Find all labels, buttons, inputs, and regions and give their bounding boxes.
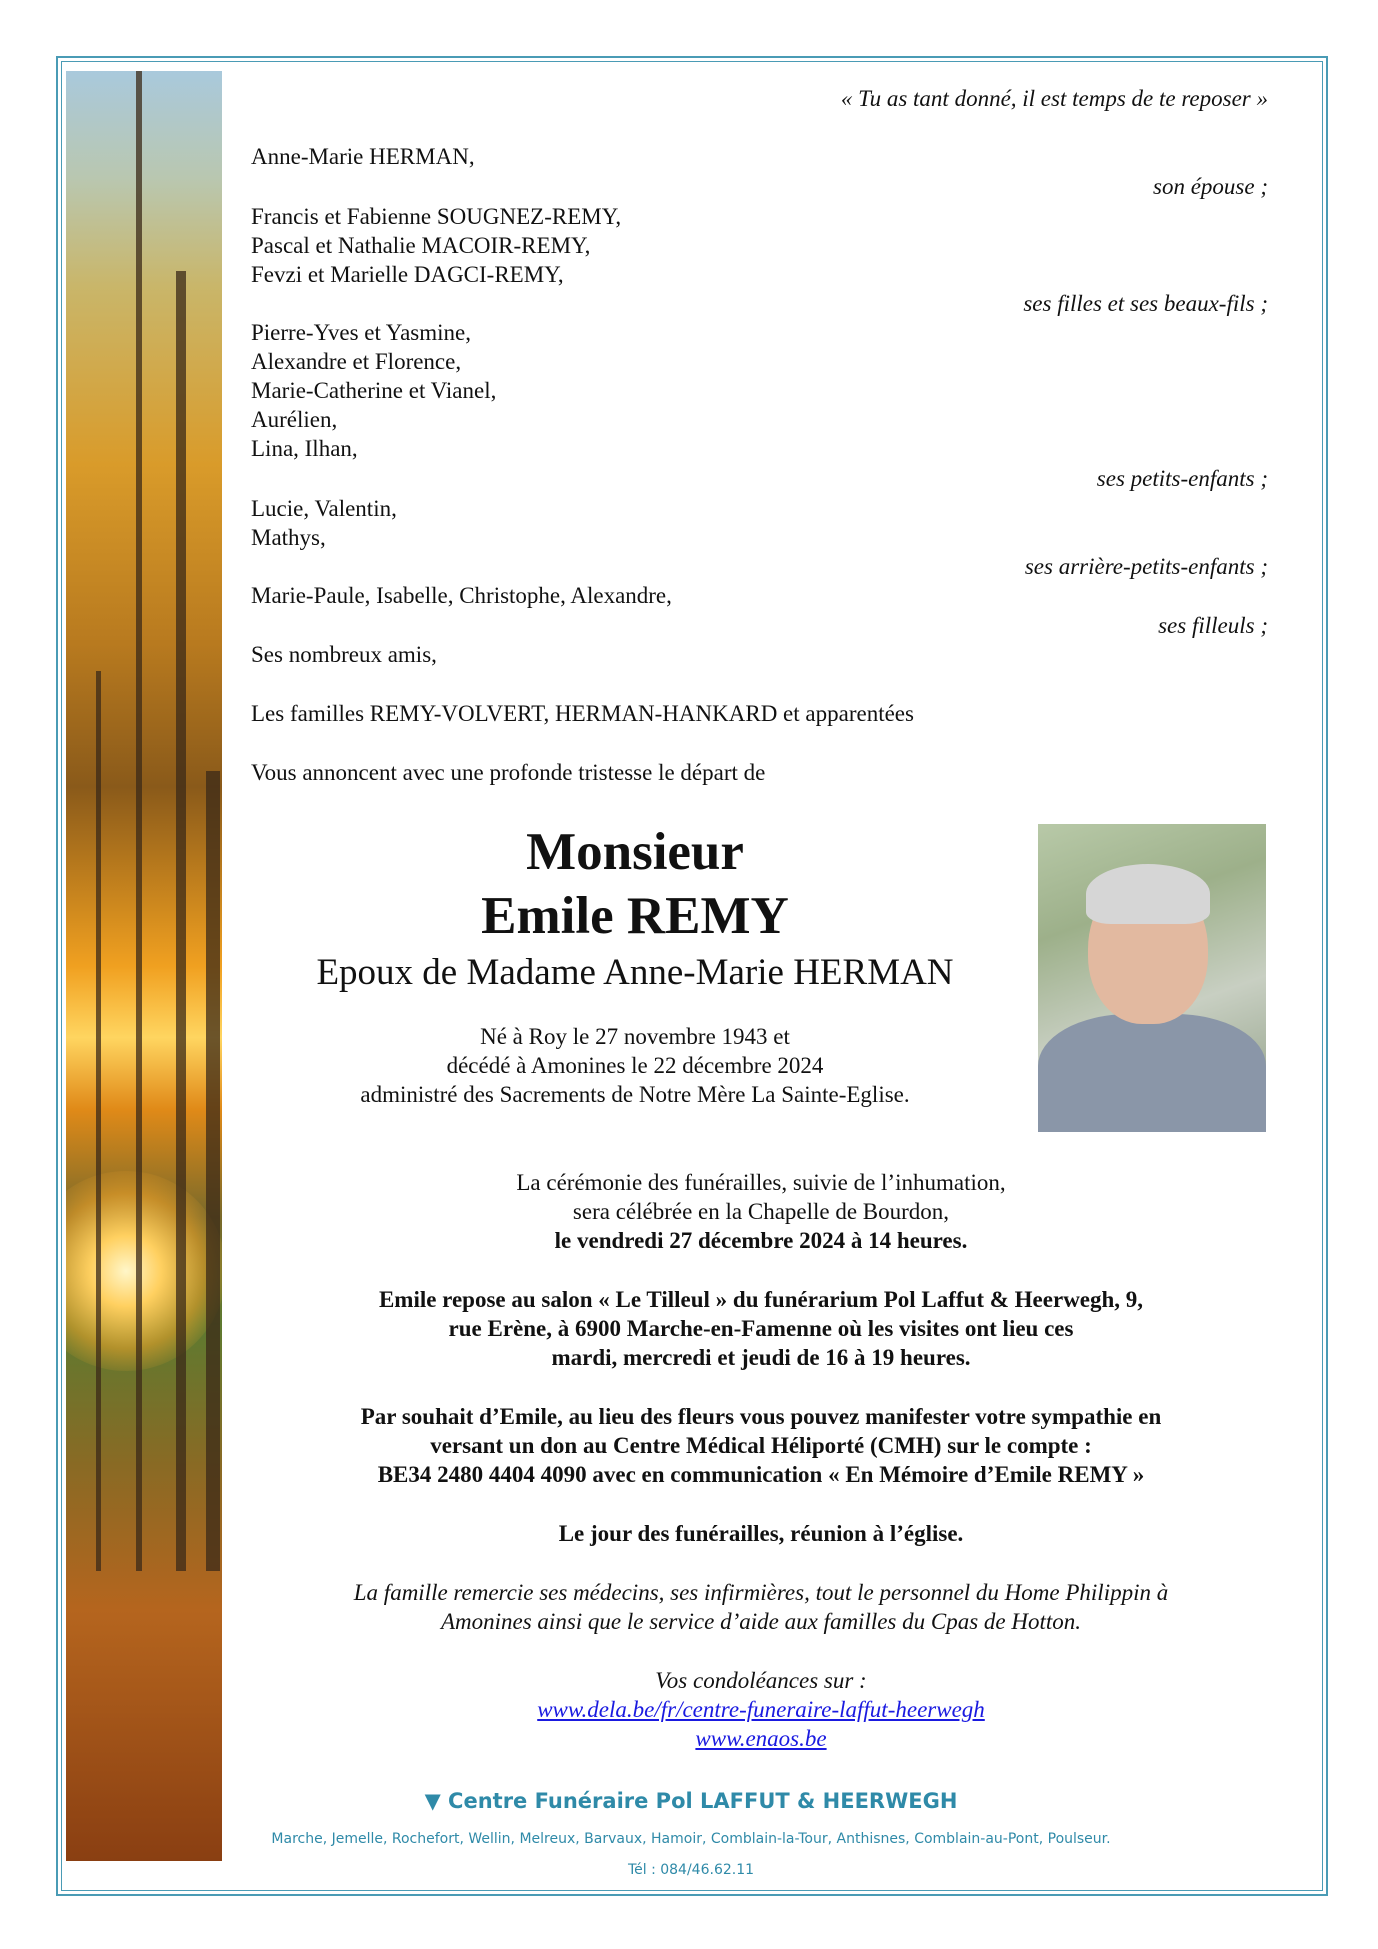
thanks-line: La famille remercie ses médecins, ses infirmières, tout le personnel du Home Philippin à (353, 1580, 1169, 1605)
birth-line: Né à Roy le 27 novembre 1943 et (480, 1024, 790, 1049)
child-name: Fevzi et Marielle DAGCI-REMY, (251, 262, 564, 287)
donation-line: Par souhait d’Emile, au lieu des fleurs vous pouvez manifester votre sympathie en (360, 1404, 1162, 1429)
child-name: Francis et Fabienne SOUGNEZ-REMY, (251, 204, 622, 229)
visits-line: Emile repose au salon « Le Tilleul » du funérarium Pol Laffut & Heerwegh, 9, (378, 1287, 1144, 1312)
photo-shirt (1038, 1014, 1266, 1132)
autumn-forest-image (66, 71, 222, 1861)
sun-glow (66, 1171, 222, 1371)
great-grandchildren-role: ses arrière-petits-enfants ; (1024, 554, 1268, 579)
godchildren-names: Marie-Paule, Isabelle, Christophe, Alexandre, (251, 583, 672, 608)
death-line: décédé à Amonines le 22 décembre 2024 (446, 1053, 824, 1078)
spouse-name: Anne-Marie HERMAN, (251, 144, 475, 169)
grandchild-name: Alexandre et Florence, (251, 349, 462, 374)
epigraph-quote: « Tu as tant donné, il est temps de te reposer » (840, 86, 1268, 111)
great-grandchild-name: Lucie, Valentin, (251, 496, 397, 521)
condolences-link-dela[interactable]: www.dela.be/fr/centre-funeraire-laffut-heerwegh (537, 1697, 985, 1722)
funeral-home-title (60, 1789, 1322, 1813)
great-grandchild-name: Mathys, (251, 525, 326, 550)
funeral-home-phone: Tél : 084/46.62.11 (627, 1862, 755, 1878)
tree-trunk (96, 671, 101, 1571)
condolences-label: Vos condoléances sur : (655, 1668, 867, 1693)
reunion-line: Le jour des funérailles, réunion à l’église. (558, 1521, 964, 1546)
grandchild-name: Aurélien, (251, 407, 338, 432)
announcement-line: Vous annoncent avec une profonde tristesse le départ de (251, 760, 766, 785)
funeral-home-name: Centre Funéraire Pol LAFFUT & HEERWEGH (448, 1789, 958, 1813)
sacraments-line: administré des Sacrements de Notre Mère La Sainte-Eglise. (360, 1082, 910, 1107)
donation-line: BE34 2480 4404 4090 avec en communication « En Mémoire d’Emile REMY » (377, 1462, 1145, 1487)
godchildren-role: ses filleuls ; (1158, 613, 1268, 638)
ceremony-line: sera célébrée en la Chapelle de Bourdon, (572, 1199, 950, 1224)
visits-line: mardi, mercredi et jeudi de 16 à 19 heures. (551, 1345, 971, 1370)
grandchildren-role: ses petits-enfants ; (1096, 466, 1268, 491)
honorific-title: Monsieur (526, 823, 744, 881)
tree-trunk (206, 771, 220, 1571)
child-name: Pascal et Nathalie MACOIR-REMY, (251, 233, 591, 258)
portrait-photo (1038, 824, 1266, 1132)
funeral-home-towns: Marche, Jemelle, Rochefort, Wellin, Melreux, Barvaux, Hamoir, Comblain-la-Tour, Anthisnes, Comblain-au-Pont, Poulseur. (271, 1831, 1111, 1847)
spouse-role: son épouse ; (1153, 174, 1268, 199)
photo-hair (1086, 864, 1210, 924)
grandchild-name: Marie-Catherine et Vianel, (251, 378, 497, 403)
deceased-name: Emile REMY (481, 887, 789, 945)
deceased-subtitle: Epoux de Madame Anne-Marie HERMAN (316, 952, 954, 993)
grandchild-name: Pierre-Yves et Yasmine, (251, 320, 471, 345)
visits-line: rue Erène, à 6900 Marche-en-Famenne où les visites ont lieu ces (448, 1316, 1074, 1341)
tree-trunk (136, 71, 142, 1571)
triangle-down-icon: ▼ (424, 1789, 441, 1813)
families-line: Les familles REMY-VOLVERT, HERMAN-HANKARD et apparentées (251, 701, 914, 726)
donation-line: versant un don au Centre Médical Héliporté (CMH) sur le compte : (430, 1433, 1092, 1458)
ceremony-date: le vendredi 27 décembre 2024 à 14 heures. (554, 1228, 968, 1253)
thanks-line: Amonines ainsi que le service d’aide aux familles du Cpas de Hotton. (440, 1609, 1082, 1634)
ceremony-line: La cérémonie des funérailles, suivie de l’inhumation, (516, 1170, 1006, 1195)
friends-line: Ses nombreux amis, (251, 642, 437, 667)
children-role: ses filles et ses beaux-fils ; (1023, 291, 1268, 316)
grandchild-name: Lina, Ilhan, (251, 436, 358, 461)
condolences-link-enaos[interactable]: www.enaos.be (695, 1726, 827, 1751)
tree-trunk (176, 271, 186, 1571)
